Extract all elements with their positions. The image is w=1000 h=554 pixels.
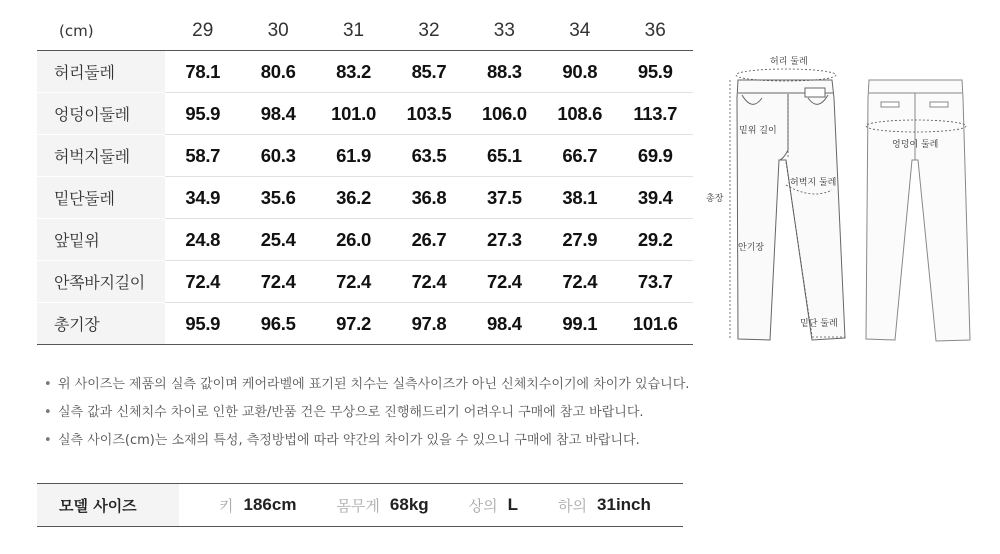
size-header: 31 (316, 12, 391, 51)
table-cell: 72.4 (165, 261, 240, 303)
note-text: 위 사이즈는 제품의 실측 값이며 케어라벨에 표기된 치수는 실측사이즈가 아닌 신체치수이기에 차이가 있습니다. (58, 377, 690, 392)
waist-label: 허리 둘레 (770, 57, 808, 67)
row-label: 총기장 (37, 303, 165, 345)
size-header-row (37, 12, 693, 51)
table-cell: 108.6 (542, 93, 617, 135)
table-cell: 83.2 (316, 51, 391, 93)
table-cell: 101.0 (316, 93, 391, 135)
top-value: L (507, 495, 519, 514)
bottom-label: 하의 (558, 496, 588, 515)
table-cell: 39.4 (617, 177, 693, 219)
weight-label: 몸무게 (336, 496, 380, 515)
size-header: 36 (617, 12, 693, 51)
total-length-label: 총장 (706, 194, 724, 204)
table-cell: 88.3 (467, 51, 542, 93)
table-cell: 36.2 (316, 177, 391, 219)
table-cell: 103.5 (391, 93, 466, 135)
table-cell: 60.3 (240, 135, 315, 177)
table-cell: 97.2 (316, 303, 391, 345)
note-item (44, 403, 689, 431)
pants-illustration (700, 50, 1000, 350)
model-height (219, 495, 296, 516)
table-cell: 29.2 (617, 219, 693, 261)
table-cell: 27.3 (467, 219, 542, 261)
table-cell: 72.4 (391, 261, 466, 303)
size-header: 34 (542, 12, 617, 51)
table-cell: 36.8 (391, 177, 466, 219)
table-row (37, 177, 693, 219)
note-item (44, 375, 689, 403)
table-cell: 26.0 (316, 219, 391, 261)
table-cell: 27.9 (542, 219, 617, 261)
table-cell: 34.9 (165, 177, 240, 219)
table-cell: 98.4 (467, 303, 542, 345)
table-cell: 96.5 (240, 303, 315, 345)
bullet-icon: • (44, 377, 52, 392)
table-cell: 37.5 (467, 177, 542, 219)
table-cell: 98.4 (240, 93, 315, 135)
table-cell: 66.7 (542, 135, 617, 177)
height-label: 키 (219, 496, 234, 515)
table-cell: 85.7 (391, 51, 466, 93)
table-cell: 65.1 (467, 135, 542, 177)
top-label: 상의 (468, 496, 498, 515)
table-cell: 72.4 (467, 261, 542, 303)
table-cell: 106.0 (467, 93, 542, 135)
table-cell: 26.7 (391, 219, 466, 261)
model-bottom-size (558, 495, 651, 516)
bottom-value: 31inch (597, 495, 651, 514)
size-header: 29 (165, 12, 240, 51)
table-cell: 72.4 (316, 261, 391, 303)
thigh-label: 허벅지 둘레 (790, 178, 837, 188)
row-label: 엉덩이둘레 (37, 93, 165, 135)
note-text: 실측 사이즈(cm)는 소재의 특성, 측정방법에 따라 약간의 차이가 있을 수 있으니 구매에 참고 바랍니다. (58, 433, 640, 448)
table-cell: 80.6 (240, 51, 315, 93)
row-label: 안쪽바지길이 (37, 261, 165, 303)
table-cell: 95.9 (165, 303, 240, 345)
unit-label: (cm) (37, 12, 165, 51)
table-cell: 97.8 (391, 303, 466, 345)
note-item (44, 431, 689, 459)
table-cell: 58.7 (165, 135, 240, 177)
table-cell: 69.9 (617, 135, 693, 177)
table-cell: 25.4 (240, 219, 315, 261)
table-row (37, 135, 693, 177)
rise-label: 밑위 길이 (739, 126, 777, 136)
hip-label: 엉덩이 둘레 (892, 140, 939, 150)
row-label: 앞밑위 (37, 219, 165, 261)
row-label: 허벅지둘레 (37, 135, 165, 177)
table-cell: 95.9 (165, 93, 240, 135)
model-size-bar (37, 483, 683, 527)
model-top-size (469, 495, 518, 516)
front-pants-icon (737, 80, 845, 340)
model-size-title: 모델 사이즈 (37, 484, 179, 526)
table-cell: 38.1 (542, 177, 617, 219)
table-cell: 63.5 (391, 135, 466, 177)
table-row (37, 303, 693, 345)
table-row (37, 219, 693, 261)
height-value: 186cm (243, 495, 297, 514)
pants-measurement-diagram (700, 50, 1000, 350)
table-cell: 113.7 (617, 93, 693, 135)
size-header: 33 (467, 12, 542, 51)
note-text: 실측 값과 신체치수 차이로 인한 교환/반품 건은 무상으로 진행해드리기 어려우니 구매에 참고 바랍니다. (58, 405, 644, 420)
table-cell: 35.6 (240, 177, 315, 219)
table-cell: 61.9 (316, 135, 391, 177)
table-cell: 72.4 (542, 261, 617, 303)
waist-guide (736, 69, 836, 81)
table-cell: 99.1 (542, 303, 617, 345)
bullet-icon: • (44, 405, 52, 420)
hem-label: 밑단 둘레 (800, 319, 838, 329)
table-cell: 90.8 (542, 51, 617, 93)
model-weight (336, 495, 428, 516)
table-cell: 95.9 (617, 51, 693, 93)
row-label: 밑단둘레 (37, 177, 165, 219)
weight-value: 68kg (389, 495, 429, 514)
table-cell: 24.8 (165, 219, 240, 261)
table-cell: 72.4 (240, 261, 315, 303)
table-cell: 73.7 (617, 261, 693, 303)
size-table (37, 12, 693, 345)
table-row (37, 51, 693, 93)
back-pants-icon (866, 80, 970, 341)
row-label: 허리둘레 (37, 51, 165, 93)
table-row (37, 93, 693, 135)
inseam-label: 안기장 (738, 243, 765, 253)
table-row (37, 261, 693, 303)
size-header: 30 (240, 12, 315, 51)
notes-list (44, 375, 689, 459)
size-header: 32 (391, 12, 466, 51)
table-cell: 78.1 (165, 51, 240, 93)
table-cell: 101.6 (617, 303, 693, 345)
bullet-icon: • (44, 433, 52, 448)
